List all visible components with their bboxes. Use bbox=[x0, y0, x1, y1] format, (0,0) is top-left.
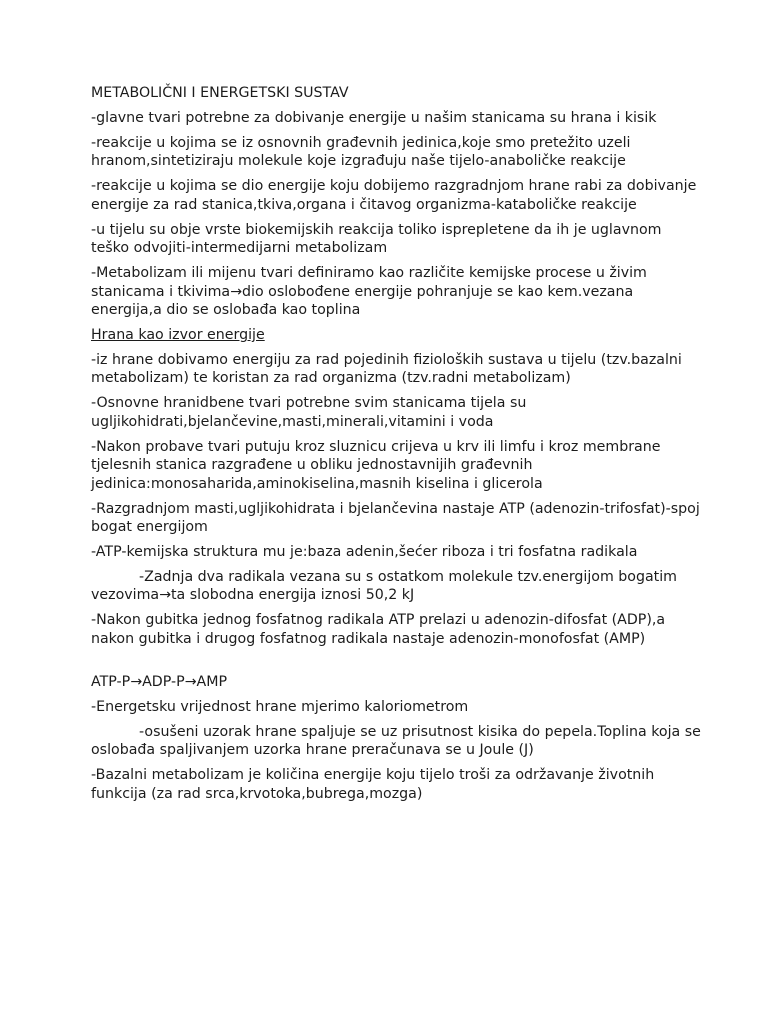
paragraph-adp-amp: -Nakon gubitka jednog fosfatnog radikala ATP prelazi u adenozin-difosfat (ADP),a nakon gubitka i drugog fosfatnog radikala nastaje adenozin-monofosfat (AMP) bbox=[91, 612, 666, 647]
paragraph-glavne-tvari: -glavne tvari potrebne za dobivanje energije u našim stanicama su hrana i kisik bbox=[91, 110, 657, 126]
document-page bbox=[91, 84, 701, 810]
paragraph-katabolicke: -reakcije u kojima se dio energije koju dobijemo razgradnjom hrane rabi za dobivanje energije za rad stanica,tkiva,organa i čitavog organizma-kataboličke reakcije bbox=[91, 178, 697, 213]
paragraph-radikali: -Zadnja dva radikala vezana su s ostatkom molekule tzv.energijom bogatim vezovima→ta slobodna energija iznosi 50,2 kJ bbox=[91, 569, 678, 604]
paragraph-probava: -Nakon probave tvari putuju kroz sluznicu crijeva u krv ili limfu i kroz membrane tjelesnih stanica razgrađene u obliku jednostavnijih građevnih jedinica:monosaharida,aminokiselina,masnih kiselina i glicerola bbox=[91, 438, 661, 492]
paragraph-atp-nastanak: -Razgradnjom masti,ugljikohidrata i bjelančevina nastaje ATP (adenozin-trifosfat)-spoj bogat energijom bbox=[91, 500, 700, 536]
blank-line bbox=[91, 655, 701, 673]
paragraph-atp-struktura: -ATP-kemijska struktura mu je:baza adenin,šećer riboza i tri fosfatna radikala bbox=[91, 544, 638, 561]
paragraph-anabolicke: -reakcije u kojima se iz osnovnih građevnih jedinica,koje smo pretežito uzeli hranom,sintetiziraju molekule koje izgrađuju naše tijelo-anaboličke reakcije bbox=[91, 135, 631, 170]
paragraph-uzorak-hrane: -osušeni uzorak hrane spaljuje se uz prisutnost kisika do pepela.Toplina koja se oslobađa spaljivanjem uzorka hrane preračunava se u Joule (J) bbox=[91, 723, 701, 759]
paragraph-hranidbene-tvari: -Osnovne hranidbene tvari potrebne svim stanicama tijela su ugljikohidrati,bjelančevine,masti,minerali,vitamini i voda bbox=[91, 395, 527, 430]
paragraph-metabolizam-definicija: -Metabolizam ili mijenu tvari definiramo kao različite kemijske procese u živim stanicama i tkivima→dio oslobođene energije pohranjuje se kao kem.vezana energija,a dio se oslobađa kao toplina bbox=[91, 265, 647, 319]
section-heading-hrana: Hrana kao izvor energije bbox=[91, 327, 265, 344]
paragraph-bazalni-metabolizam: -Bazalni metabolizam je količina energije koju tijelo troši za održavanje životnih funkcija (za rad srca,krvotoka,bubrega,mozga) bbox=[91, 767, 655, 802]
paragraph-kaloriometar: -Energetsku vrijednost hrane mjerimo kaloriometrom bbox=[91, 698, 469, 715]
paragraph-energija-iz-hrane: -iz hrane dobivamo energiju za rad pojedinih fizioloških sustava u tijelu (tzv.bazalni metabolizam) te koristan za rad organizma (tzv.radni metabolizam) bbox=[91, 352, 682, 387]
formula-atp-adp-amp: ATP-P→ADP-P→AMP bbox=[91, 673, 228, 690]
paragraph-intermedijarni: -u tijelu su obje vrste biokemijskih reakcija toliko isprepletene da ih je uglavnom teško odvojiti-intermedijarni metabolizam bbox=[91, 221, 662, 257]
document-title: METABOLIČNI I ENERGETSKI SUSTAV bbox=[91, 85, 349, 101]
